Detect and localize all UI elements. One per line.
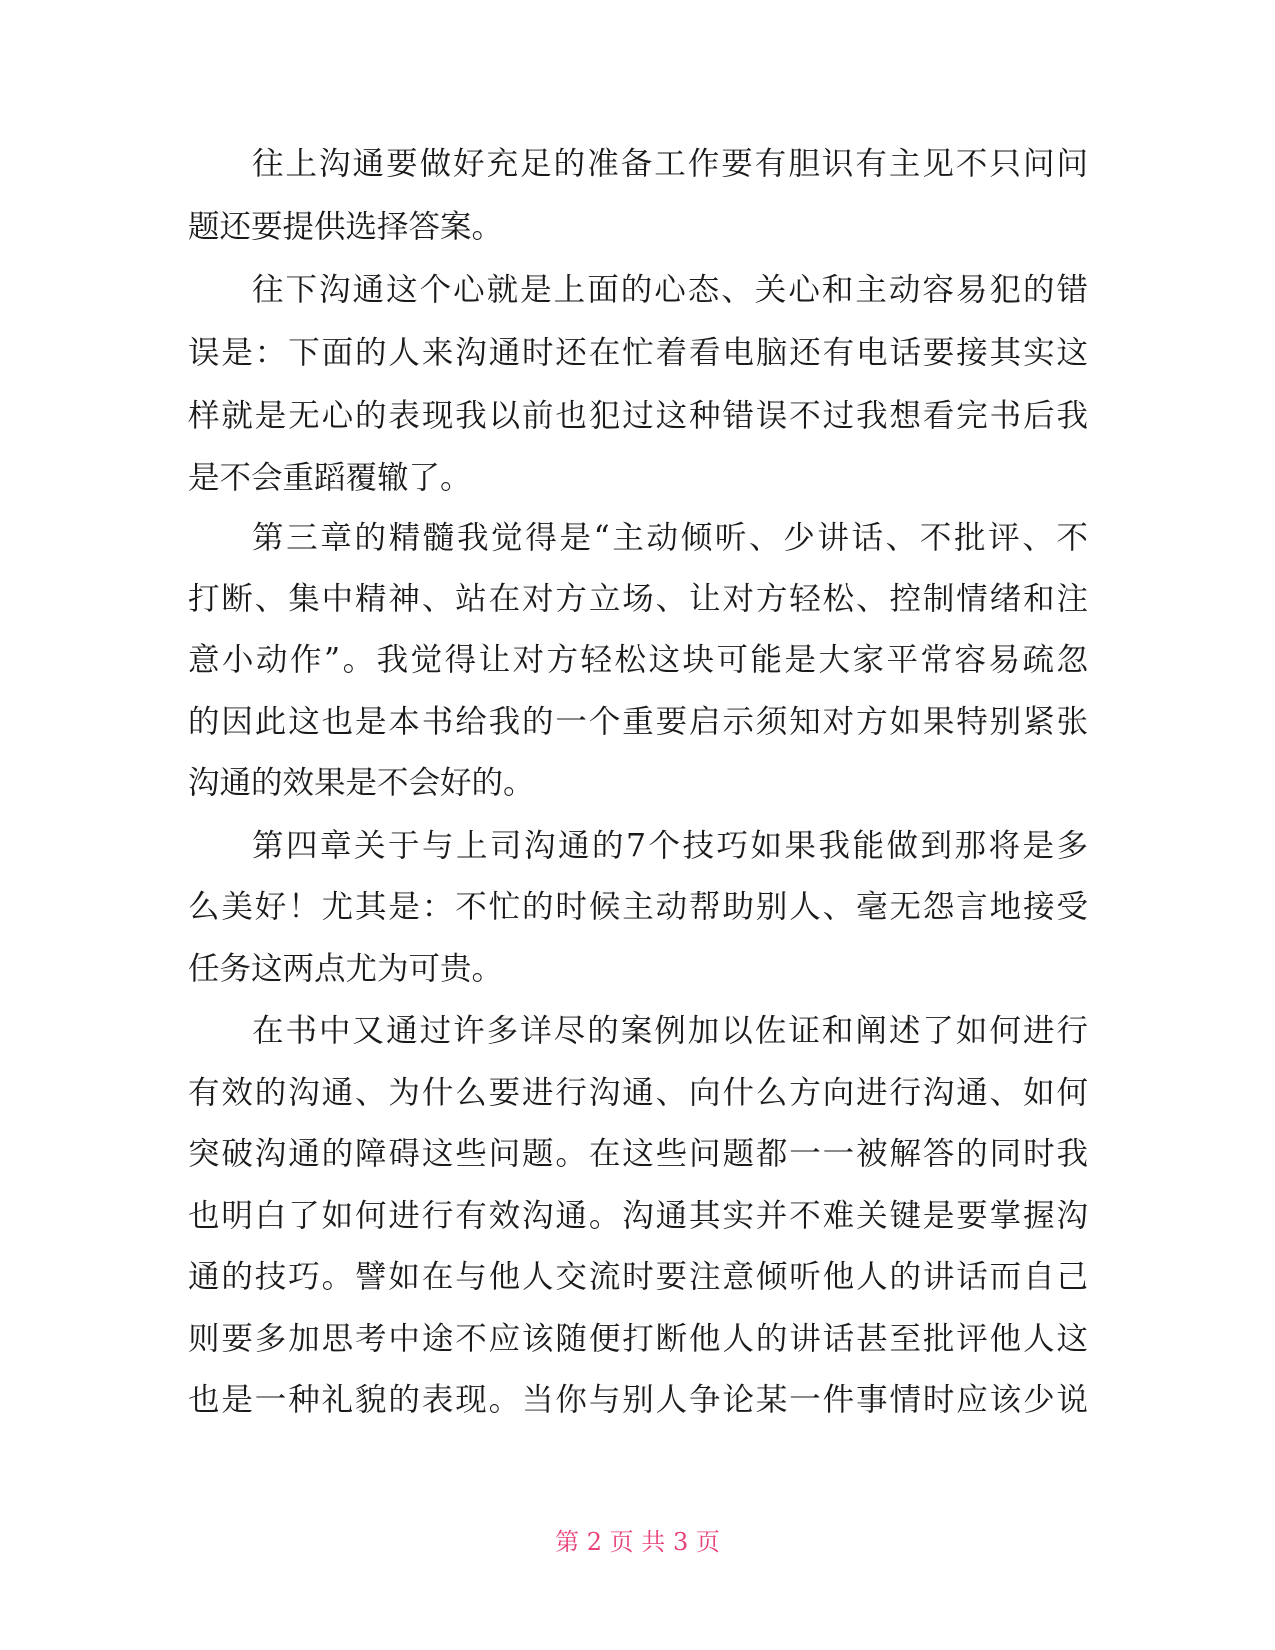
paragraph-line: 的因此这也是本书给我的一个重要启示须知对方如果特别紧张 <box>188 704 1088 740</box>
paragraph-line: 误是：下面的人来沟通时还在忙着看电脑还有电话要接其实这 <box>188 335 1088 371</box>
paragraph-line: 在书中又通过许多详尽的案例加以佐证和阐述了如何进行 <box>252 1013 1088 1049</box>
paragraph-line: 打断、集中精神、站在对方立场、让对方轻松、控制情绪和注 <box>188 581 1088 617</box>
paragraph-line: 任务这两点尤为可贵。 <box>188 951 504 987</box>
paragraph-line: 突破沟通的障碍这些问题。在这些问题都一一被解答的同时我 <box>188 1136 1088 1172</box>
paragraph-line: 意小动作”。我觉得让对方轻松这块可能是大家平常容易疏忽 <box>188 642 1088 678</box>
paragraph-line: 第四章关于与上司沟通的7个技巧如果我能做到那将是多 <box>252 828 1088 864</box>
paragraph-line: 则要多加思考中途不应该随便打断他人的讲话甚至批评他人这 <box>188 1321 1088 1357</box>
paragraph-line: 第三章的精髓我觉得是“主动倾听、少讲话、不批评、不 <box>252 520 1088 556</box>
paragraph-line: 沟通的效果是不会好的。 <box>188 765 535 801</box>
paragraph-line: 是不会重蹈覆辙了。 <box>188 460 472 496</box>
paragraph-line: 也是一种礼貌的表现。当你与别人争论某一件事情时应该少说 <box>188 1382 1088 1418</box>
paragraph-line: 有效的沟通、为什么要进行沟通、向什么方向进行沟通、如何 <box>188 1075 1088 1111</box>
paragraph-line: 题还要提供选择答案。 <box>188 209 504 245</box>
paragraph-line: 通的技巧。譬如在与他人交流时要注意倾听他人的讲话而自己 <box>188 1259 1088 1295</box>
paragraph-line: 往下沟通这个心就是上面的心态、关心和主动容易犯的错 <box>252 272 1088 308</box>
page-number-footer <box>0 1527 1275 1557</box>
paragraph-line: 样就是无心的表现我以前也犯过这种错误不过我想看完书后我 <box>188 398 1088 434</box>
paragraph-line: 往上沟通要做好充足的准备工作要有胆识有主见不只问问 <box>252 146 1088 182</box>
paragraph-line: 么美好！尤其是：不忙的时候主动帮助别人、毫无怨言地接受 <box>188 889 1088 925</box>
page-number-label: 第 2 页 共 3 页 <box>555 1528 720 1556</box>
paragraph-line: 也明白了如何进行有效沟通。沟通其实并不难关键是要掌握沟 <box>188 1198 1088 1234</box>
